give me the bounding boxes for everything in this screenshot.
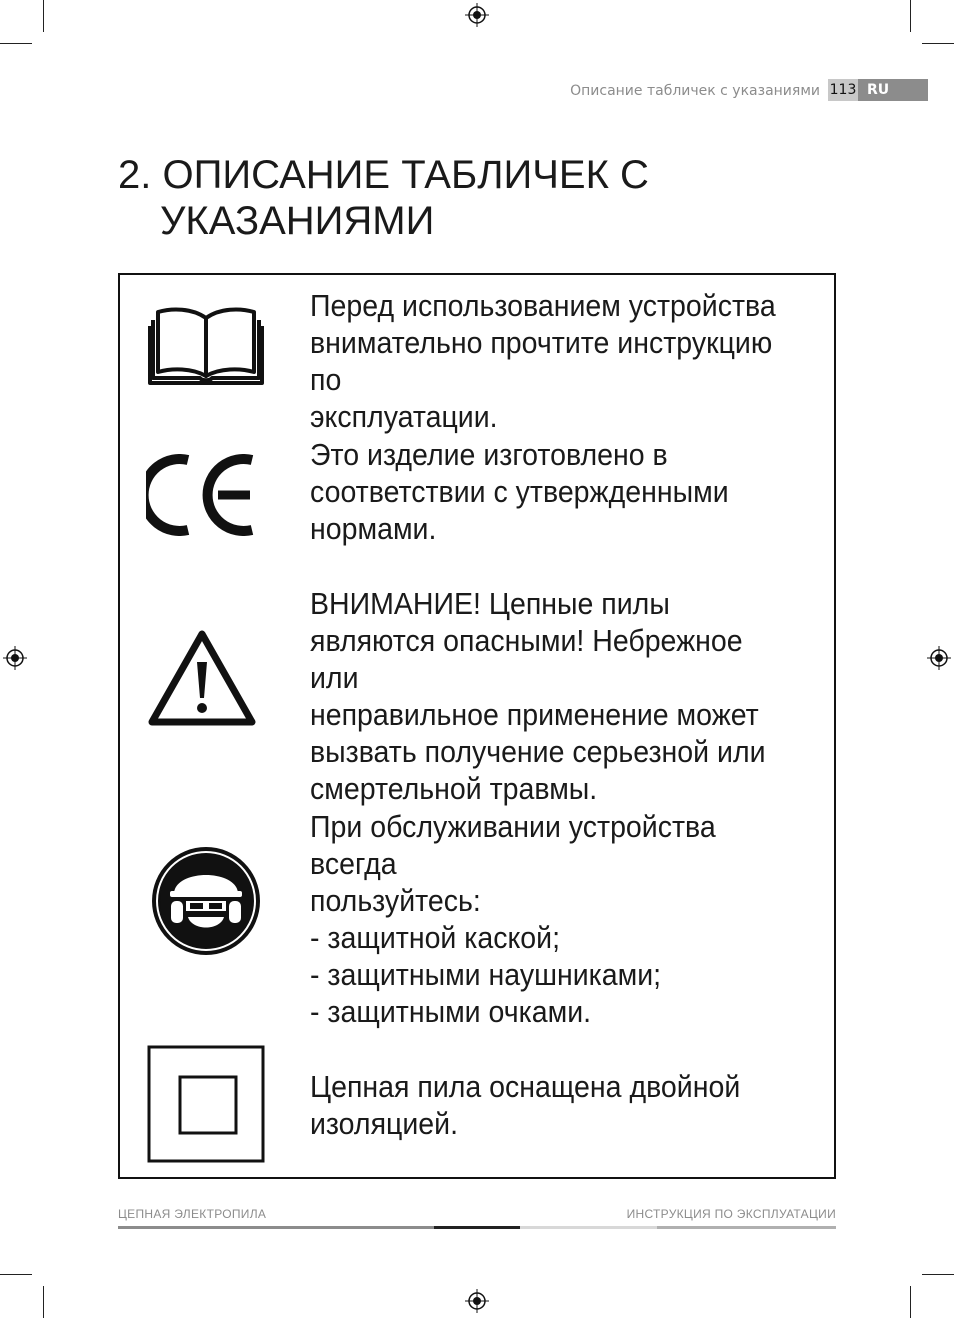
registration-mark-icon (927, 646, 951, 670)
footer-right: ИНСТРУКЦИЯ ПО ЭКСПЛУАТАЦИИ (626, 1207, 836, 1221)
running-header: Описание табличек с указаниями (570, 83, 820, 99)
footer-rule (434, 1226, 520, 1229)
ce-mark-icon (146, 454, 260, 536)
row-text-ce: Это изделие изготовлено в соответствии с утвержденными нормами. (310, 437, 729, 546)
registration-mark-icon (465, 3, 489, 27)
warning-icon (146, 628, 258, 730)
registration-mark-icon (465, 1289, 489, 1313)
footer-rule (520, 1226, 657, 1229)
crop-mark (910, 0, 911, 32)
crop-mark (43, 1286, 44, 1318)
language-tab: RU (858, 79, 928, 101)
registration-mark-icon (3, 646, 27, 670)
crop-mark (0, 1274, 32, 1275)
row-text-ppe: При обслуживании устройства всегда пользуйтесь: - защитной каской; - защитными наушниками; - защитными очками. (310, 809, 716, 1029)
footer-left: ЦЕПНАЯ ЭЛЕКТРОПИЛА (118, 1207, 267, 1221)
row-text-warning: ВНИМАНИЕ! Цепные пилы являются опасными! Небрежное или неправильное применение может вызвать получение серьезной или смертельной травмы. (310, 586, 766, 806)
crop-mark (43, 0, 44, 32)
title-line-2: УКАЗАНИЯМИ (160, 199, 435, 243)
crop-mark (922, 43, 954, 44)
row-text-insulation: Цепная пила оснащена двойной изоляцией. (310, 1069, 741, 1141)
helmet-ear-eye-protection-icon (150, 845, 262, 957)
book-icon (148, 302, 264, 386)
row-text-manual: Перед использованием устройства внимательно прочтите инструкцию по эксплуатации. (310, 288, 776, 434)
footer-rule (118, 1226, 434, 1229)
footer-rule (657, 1226, 836, 1229)
crop-mark (910, 1286, 911, 1318)
crop-mark (922, 1274, 954, 1275)
title-line-1: 2. ОПИСАНИЕ ТАБЛИЧЕК С (118, 153, 649, 197)
page-title (118, 152, 649, 244)
page-number: 113 (828, 79, 858, 101)
crop-mark (0, 43, 32, 44)
double-insulation-icon (147, 1045, 265, 1163)
